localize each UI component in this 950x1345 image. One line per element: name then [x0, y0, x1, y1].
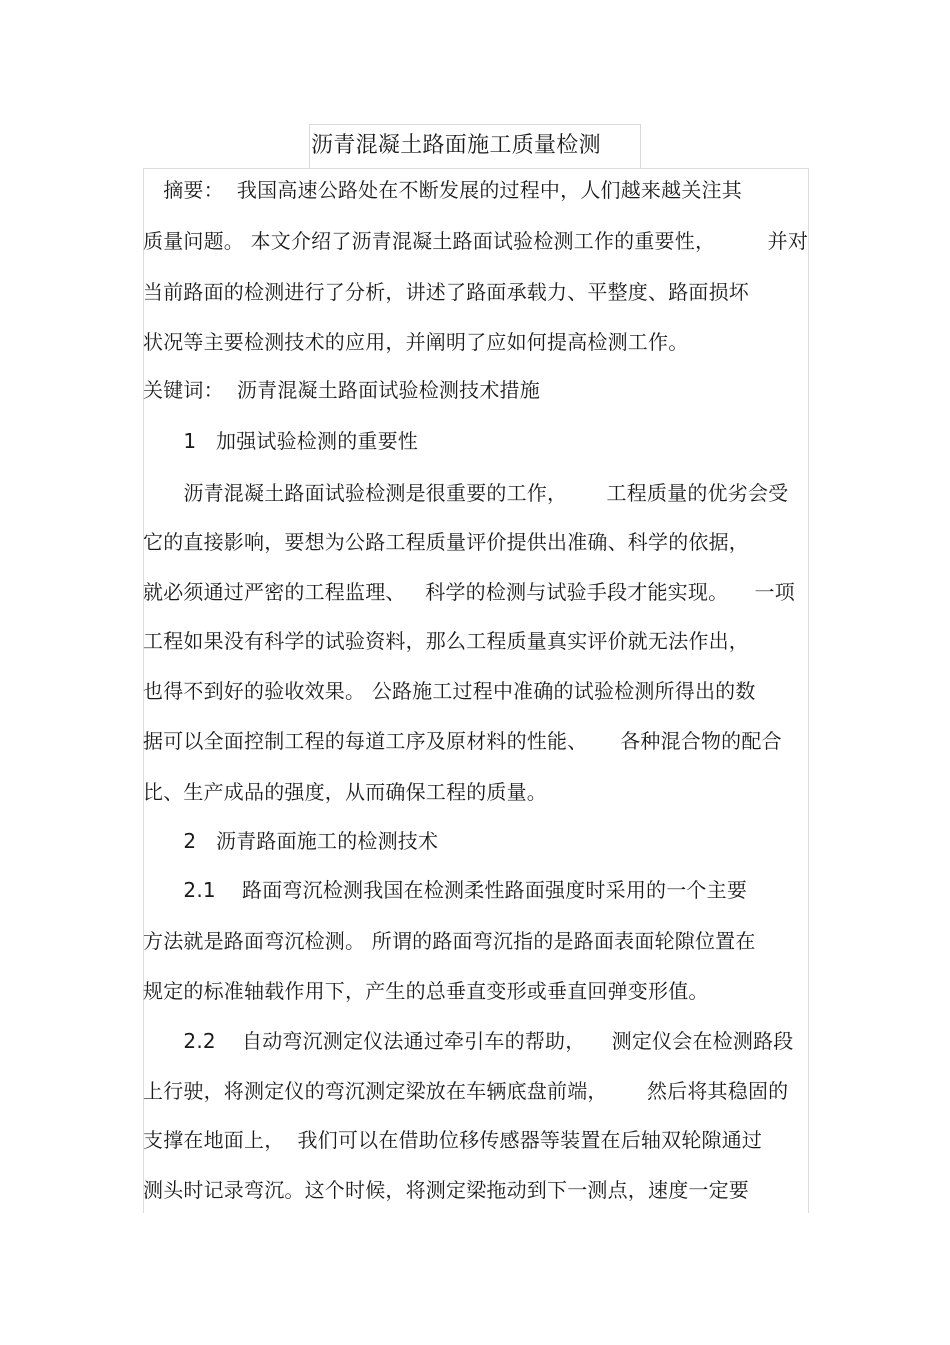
text-line: 沥青混凝土路面试验检测是很重要的工作， 工程质量的优劣会受	[143, 481, 789, 505]
text-line: 据可以全面控制工程的每道工序及原材料的性能、 各种混合物的配合	[143, 729, 782, 753]
text-line-abstract-4: 状况等主要检测技术的应用，并阐明了应如何提高检测工作。	[143, 330, 689, 354]
text-line-abstract-1: 摘要： 我国高速公路处在不断发展的过程中，人们越来越关注其	[143, 178, 742, 202]
text-line-abstract-3: 当前路面的检测进行了分析，讲述了路面承载力、平整度、路面损坏	[143, 280, 749, 304]
text-line-2-1: 2.1 路面弯沉检测我国在检测柔性路面强度时采用的一个主要	[143, 878, 748, 902]
text-line: 它的直接影响，要想为公路工程质量评价提供出准确、科学的依据，	[143, 530, 749, 554]
text-line-keywords: 关键词： 沥青混凝土路面试验检测技术措施	[143, 378, 540, 402]
text-line-abstract-2: 质量问题。 本文介绍了沥青混凝土路面试验检测工作的重要性， 并对	[143, 229, 809, 253]
text-line: 测头时记录弯沉。这个时候，将测定梁拖动到下一测点，速度一定要	[143, 1178, 749, 1202]
text-line: 支撑在地面上， 我们可以在借助位移传感器等装置在后轴双轮隙通过	[143, 1128, 763, 1152]
text-line: 比、生产成品的强度，从而确保工程的质量。	[143, 780, 547, 804]
text-line: 规定的标准轴载作用下，产生的总垂直变形或垂直回弹变形值。	[143, 979, 709, 1003]
text-line: 方法就是路面弯沉检测。 所谓的路面弯沉指的是路面表面轮隙位置在	[143, 929, 756, 953]
section-heading-1: 1 加强试验检测的重要性	[143, 429, 418, 453]
document-title: 沥青混凝土路面施工质量检测	[311, 133, 601, 158]
text-line: 上行驶，将测定仪的弯沉测定梁放在车辆底盘前端， 然后将其稳固的	[143, 1079, 789, 1103]
text-line: 就必须通过严密的工程监理、 科学的检测与试验手段才能实现。 一项	[143, 580, 795, 604]
text-line: 也得不到好的验收效果。 公路施工过程中准确的试验检测所得出的数	[143, 679, 756, 703]
section-heading-2: 2 沥青路面施工的检测技术	[143, 829, 439, 853]
text-line-2-2: 2.2 自动弯沉测定仪法通过牵引车的帮助， 测定仪会在检测路段	[143, 1029, 794, 1053]
text-line: 工程如果没有科学的试验资料，那么工程质量真实评价就无法作出，	[143, 629, 749, 653]
